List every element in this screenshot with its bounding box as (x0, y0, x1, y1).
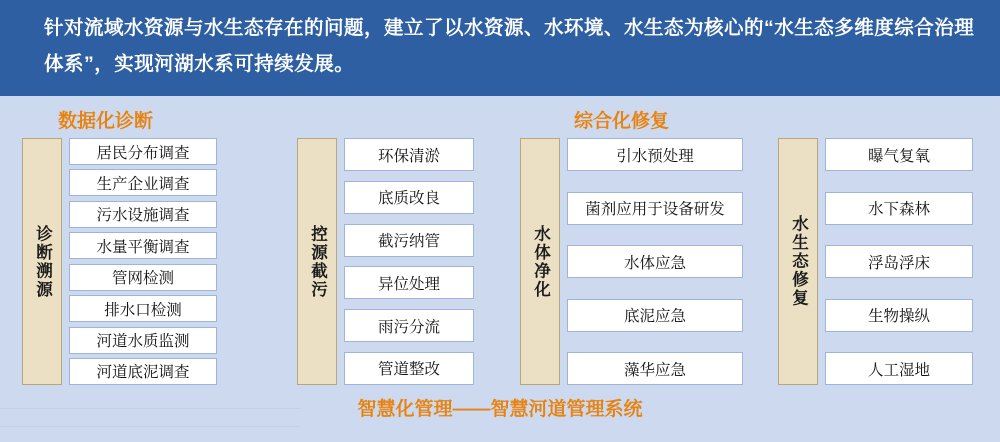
header-banner (0, 0, 1000, 96)
group-items-aquatic-ecology-restoration (825, 138, 973, 385)
list-item[interactable]: 河道水质监测 (69, 327, 217, 354)
list-item[interactable]: 底质改良 (344, 181, 474, 214)
group-source-control (297, 138, 474, 385)
diagram-body (0, 96, 1000, 442)
group-label-source-control: 控源截污 (297, 138, 337, 385)
list-item[interactable]: 浮岛浮床 (825, 245, 973, 278)
list-item[interactable]: 底泥应急 (567, 299, 743, 332)
group-items-water-purification (567, 138, 743, 385)
list-item[interactable]: 截污纳管 (344, 224, 474, 257)
group-label-water-purification: 水体净化 (520, 138, 560, 385)
list-item[interactable]: 河道底泥调查 (69, 358, 217, 385)
group-items-diagnosis-traceability (69, 138, 217, 385)
section-title-comprehensive-restoration: 综合化修复 (574, 111, 670, 132)
list-item[interactable]: 雨污分流 (344, 309, 474, 342)
list-item[interactable]: 引水预处理 (567, 138, 743, 171)
group-label-diagnosis-traceability: 诊断溯源 (22, 138, 62, 385)
list-item[interactable]: 排水口检测 (69, 295, 217, 322)
group-aquatic-ecology-restoration (778, 138, 973, 385)
list-item[interactable]: 菌剂应用于设备研发 (567, 192, 743, 225)
list-item[interactable]: 水下森林 (825, 192, 973, 225)
list-item[interactable]: 管道整改 (344, 352, 474, 385)
section-title-data-diagnosis: 数据化诊断 (58, 111, 154, 132)
list-item[interactable]: 生产企业调查 (69, 169, 217, 196)
group-label-aquatic-ecology-restoration: 水生态修复 (778, 138, 818, 385)
list-item[interactable]: 生物操纵 (825, 299, 973, 332)
list-item[interactable]: 污水设施调查 (69, 201, 217, 228)
list-item[interactable]: 水体应急 (567, 245, 743, 278)
list-item[interactable]: 藻华应急 (567, 352, 743, 385)
group-diagnosis-traceability (22, 138, 217, 385)
list-item[interactable]: 曝气复氧 (825, 138, 973, 171)
list-item[interactable]: 水量平衡调查 (69, 232, 217, 259)
footer-title-smart-management: 智慧化管理——智慧河道管理系统 (357, 399, 643, 420)
list-item[interactable]: 异位处理 (344, 266, 474, 299)
group-items-source-control (344, 138, 474, 385)
group-water-purification (520, 138, 743, 385)
list-item[interactable]: 人工湿地 (825, 352, 973, 385)
list-item[interactable]: 环保清淤 (344, 138, 474, 171)
list-item[interactable]: 管网检测 (69, 264, 217, 291)
header-text: 针对流域水资源与水生态存在的问题，建立了以水资源、水环境、水生态为核心的“水生态多维度综合治理体系”，实现河湖水系可持续发展。 (44, 17, 975, 75)
list-item[interactable]: 居民分布调查 (69, 138, 217, 165)
decor-line-2 (0, 426, 300, 427)
